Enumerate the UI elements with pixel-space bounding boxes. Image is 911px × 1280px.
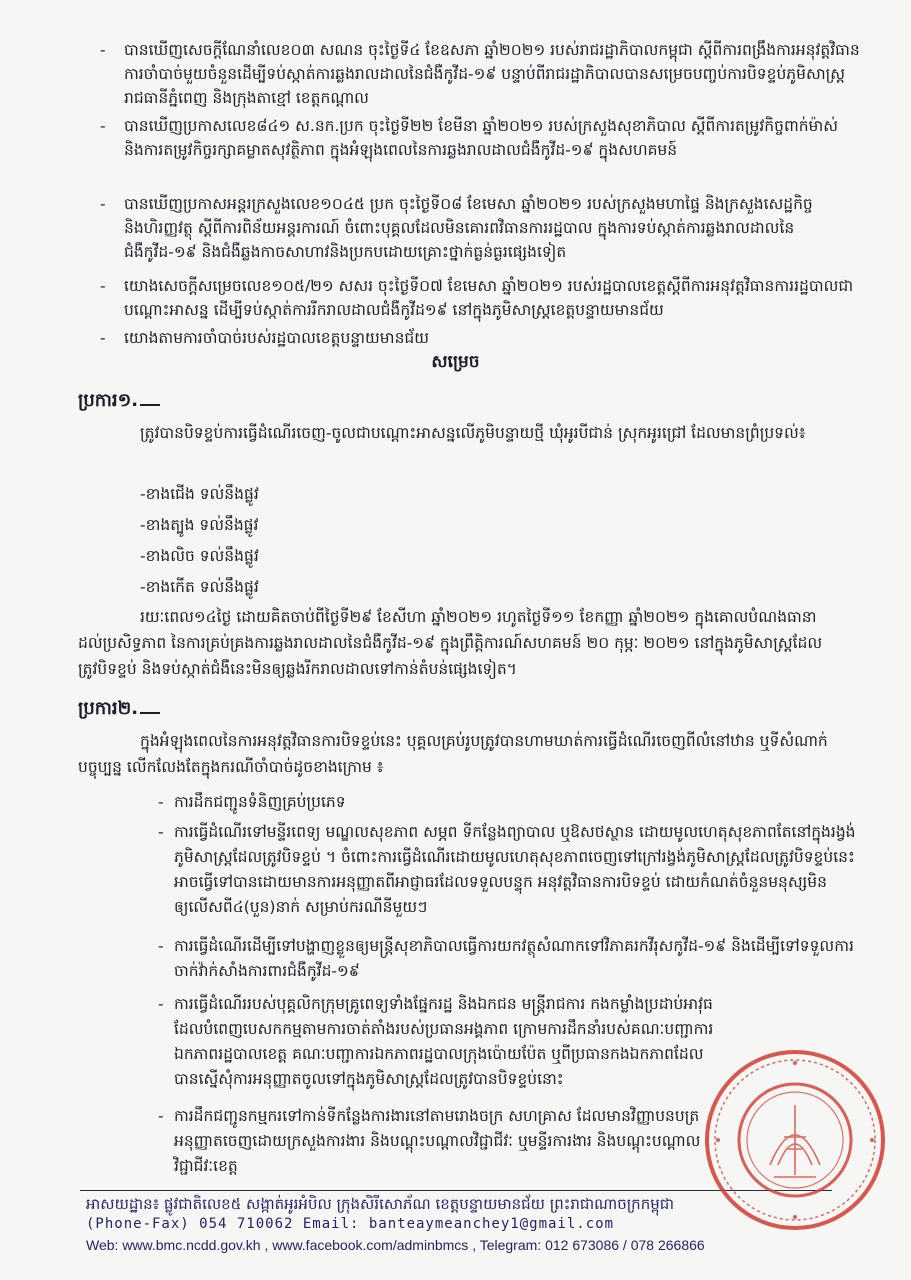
- preamble-item: - យោងសេចក្តីសម្រេចលេខ១០៥/២១ សសរ ចុះថ្ងៃទី០៧ ខែមេសា ឆ្នាំ២០២១ របស់រដ្ឋបាលខេត្តស្តីពីការអនុវត្តវិធានការរដ្ឋបាលជាបណ្តោះអាសន្ន ដើម្បីទប់ស្កាត់ការរីករាលដាលជំងឺកូវីដ១៩ នៅក្នុងភូមិសាស្ត្រខេត្តបន្ទាយមានជ័យ: [100, 277, 854, 319]
- footer-phone-email: (Phone-Fax) 054 710062 Email: banteaymeanchey1@gmail.com: [86, 1216, 615, 1232]
- exception-item: - ការដឹកជញ្ជូនទំនិញគ្រប់ប្រភេទ: [158, 793, 346, 811]
- article-1-title: ប្រការ១.: [78, 388, 160, 415]
- exception-item: - ការធ្វើដំណើរទៅមន្ទីរពេទ្យ មណ្ឌលសុខភាព សម្ភព ទីកន្លែងព្យាបាល ឬឱសថស្ថាន ដោយមូលហេតុសុខភាពតែនៅក្នុងរង្វង់ភូមិសាស្ត្រដែលត្រូវបិទខ្ទប់ ។ ចំពោះការធ្វើដំណើរដោយមូលហេតុសុខភាពចេញទៅក្រៅរង្វង់ភូមិសាស្ត្រដែលត្រូវបិទខ្ទប់នេះ អាចធ្វើទៅបានដោយមានការអនុញ្ញាតពីអាជ្ញាធរដែលទទួលបន្ទុក អនុវត្តវិធានការបិទខ្ទប់ ដោយកំណត់ចំនួនមនុស្សមិនឲ្យលើសពី៤(បួន)នាក់ សម្រាប់ករណីនីមួយៗ: [158, 823, 856, 916]
- article-2-text: ក្នុងអំឡុងពេលនៃការអនុវត្តវិធានការបិទខ្ទប់នេះ បុគ្គលគ្រប់រូបត្រូវបានហាមឃាត់ការធ្វើដំណើរចេញពីលំនៅឋាន ឬទីសំណាក់បច្ចុប្បន្ន លើកលែងតែក្នុងករណីចាំបាច់ដូចខាងក្រោម ៖: [78, 732, 828, 776]
- footer-address: អាសយដ្ឋាន៖ ផ្លូវជាតិលេខ៥ សង្កាត់អូរអំបិល ក្រុងសិរីសោភ័ណ ខេត្តបន្ទាយមានជ័យ ព្រះរាជាណាចក្រកម្ពុជា: [86, 1195, 675, 1213]
- article-1-duration: រយៈពេល១៤ថ្ងៃ ដោយគិតចាប់ពីថ្ងៃទី២៩ ខែសីហា ឆ្នាំ២០២១ រហូតថ្ងៃទី១១ ខែកញ្ញា ឆ្នាំ២០២១ ក្នុងគោលបំណងធានាដល់ប្រសិទ្ធភាព នៃការគ្រប់គ្រងការឆ្លងរាលដាលនៃជំងឺកូវីដ-១៩ ក្នុងព្រឹត្តិការណ៍សហគមន៍ ២០ កុម្ភៈ ២០២១ នៅក្នុងភូមិសាស្ត្រដែលត្រូវបិទខ្ទប់ និងទប់ស្កាត់ជំងឺនេះមិនឲ្យឆ្លងរីករាលដាលទៅកាន់តំបន់ផ្សេងទៀត។: [78, 608, 823, 678]
- article-2-title: ប្រការ២.: [78, 696, 160, 723]
- official-seal: [700, 1045, 890, 1235]
- decision-heading: សម្រេច: [431, 352, 480, 372]
- exception-item: - ការធ្វើដំណើរដើម្បីទៅបង្ហាញខ្លួនឲ្យមន្ត្រីសុខាភិបាលធ្វើការយកវត្ថុសំណាកទៅវិភាគរកវីរុសកូវីដ-១៩ និងដើម្បីទៅទទួលការចាក់វ៉ាក់សាំងការពារជំងឺកូវីដ-១៩: [158, 937, 854, 980]
- border-south: -ខាងត្បូង ទល់នឹងផ្លូវ: [140, 516, 259, 534]
- exception-item: - ការដឹកជញ្ជូនកម្មករទៅកាន់ទីកន្លែងការងារនៅតាមរោងចក្រ សហគ្រាស ដែលមានវិញ្ញាបនបត្រអនុញ្ញាតចេញដោយក្រសួងការងារ និងបណ្តុះបណ្តាលវិជ្ជាជីវៈ ឬមន្ទីរការងារ និងបណ្តុះបណ្តាលវិជ្ជាជីវៈខេត្ត: [158, 1107, 701, 1175]
- border-north: -ខាងជើង ទល់នឹងផ្លូវ: [140, 485, 259, 503]
- preamble-item: - បានឃើញប្រកាសអន្តរក្រសួងលេខ១០៤៥ ប្រក ចុះថ្ងៃទី០៨ ខែមេសា ឆ្នាំ២០២១ របស់ក្រសួងមហាផ្ទៃ និងក្រសួងសេដ្ឋកិច្ច និងហិរញ្ញវត្ថុ ស្តីពីការពិន័យអន្តរការណ៍ ចំពោះបុគ្គលដែលមិនគោរពវិធានការរដ្ឋបាល ក្នុងការទប់ស្កាត់ការឆ្លងរាលដាលនៃជំងឺកូវីដ-១៩ និងជំងឺឆ្លងកាចសាហាវនិងប្រកបដោយគ្រោះថ្នាក់ធ្ងន់ធ្ងរផ្សេងទៀត: [100, 195, 813, 261]
- border-east: -ខាងកើត ទល់នឹងផ្លូវ: [140, 578, 259, 596]
- border-west: -ខាងលិច ទល់នឹងផ្លូវ: [140, 547, 259, 565]
- preamble-item: - យោងតាមការចាំបាច់របស់រដ្ឋបាលខេត្តបន្ទាយមានជ័យ: [100, 329, 430, 347]
- footer-web: Web: www.bmc.ncdd.gov.kh , www.facebook.com/adminbmcs , Telegram: 012 673086 / 078 266866: [86, 1237, 705, 1253]
- preamble-item: - បានឃើញសេចក្តីណែនាំលេខ០៣ សណន ចុះថ្ងៃទី៤ ខែឧសភា ឆ្នាំ២០២១ របស់រាជរដ្ឋាភិបាលកម្ពុជា ស្តីពីការពង្រឹងការអនុវត្តវិធានការចាំបាច់មួយចំនួនដើម្បីទប់ស្កាត់ការឆ្លងរាលដាលនៃជំងឺកូវីដ-១៩ បន្ទាប់ពីរាជរដ្ឋាភិបាលបានសម្រេចបញ្ចប់ការបិទខ្ទប់ភូមិសាស្ត្ររាជធានីភ្នំពេញ និងក្រុងតាខ្មៅ ខេត្តកណ្តាល: [100, 41, 860, 107]
- preamble-item: - បានឃើញប្រកាសលេខ៨៤១ ស.នក.ប្រក ចុះថ្ងៃទី២២ ខែមីនា ឆ្នាំ២០២១ របស់ក្រសួងសុខាភិបាល ស្តីពីការតម្រូវកិច្ចពាក់ម៉ាស់ និងការតម្រូវកិច្ចរក្សាគម្លាតសុវត្ថិភាព ក្នុងអំឡុងពេលនៃការឆ្លងរាលដាលជំងឺកូវីដ-១៩ ក្នុងសហគមន៍: [100, 117, 839, 159]
- article-1-text: ត្រូវបានបិទខ្ទប់ការធ្វើដំណើរចេញ-ចូលជាបណ្តោះអាសន្នលើភូមិបន្ទាយថ្មី ឃុំអូរបីជាន់ ស្រុកអូរជ្រៅ ដែលមានព្រំប្រទល់៖: [140, 424, 806, 442]
- exception-item: - ការធ្វើដំណើររបស់បុគ្គលិកក្រុមគ្រូពេទ្យទាំងផ្នែករដ្ឋ និងឯកជន មន្ត្រីរាជការ កងកម្លាំងប្រដាប់អាវុធ ដែលបំពេញបេសកកម្មតាមការចាត់តាំងរបស់ប្រធានអង្គភាព ក្រោមការដឹកនាំរបស់គណៈបញ្ជាការឯកភាពរដ្ឋបាលខេត្ត គណៈបញ្ជាការឯកភាពរដ្ឋបាលក្រុងប៉ោយប៉ែត ឬពីប្រធានកងឯកភាពដែលបានស្នើសុំការអនុញ្ញាតចូលទៅក្នុងភូមិសាស្ត្រដែលត្រូវបានបិទខ្ទប់នោះ: [158, 995, 714, 1088]
